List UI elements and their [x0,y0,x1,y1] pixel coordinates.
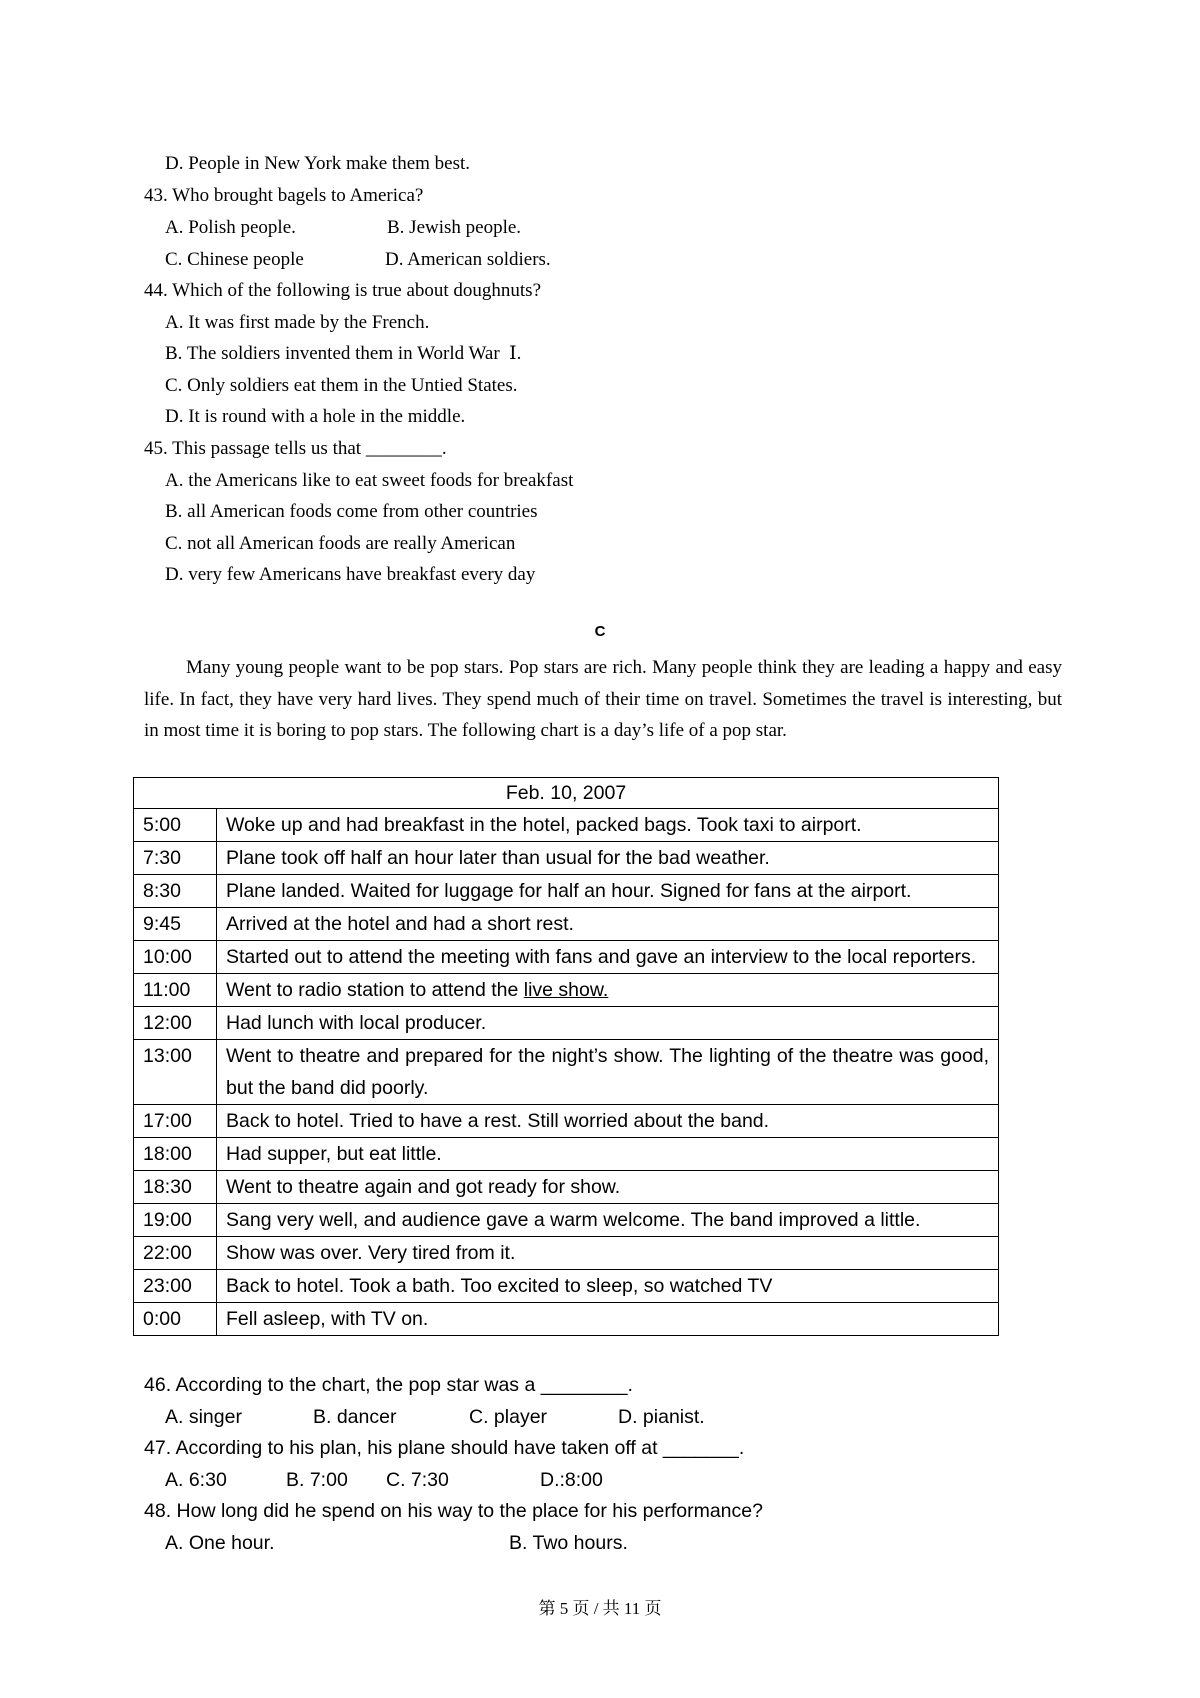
row-event: Started out to attend the meeting with fans and gave an interview to the local reporters. [217,941,999,974]
row-event: Went to theatre and prepared for the night’s show. The lighting of the theatre was good, but the band did poorly. [217,1040,999,1105]
row-time: 17:00 [134,1105,217,1138]
row-event [217,974,999,1007]
row-event: Back to hotel. Tried to have a rest. Still worried about the band. [217,1105,999,1138]
table-row [134,1237,999,1270]
row-time: 19:00 [134,1204,217,1237]
section-heading: C [594,623,606,640]
q44-option-b: B. The soldiers invented them in World War Ⅰ. [165,343,522,364]
row-event: Had supper, but eat little. [217,1138,999,1171]
row-time: 23:00 [134,1270,217,1303]
underlined-term: live show. [523,979,609,1001]
q42-option-d: D. People in New York make them best. [165,153,471,174]
q46-option-b: B. dancer [313,1406,397,1428]
q45-option-a: A. the Americans like to eat sweet foods for breakfast [165,470,574,491]
row-time: 10:00 [134,941,217,974]
row-time: 18:30 [134,1171,217,1204]
q48-question: 48. How long did he spend on his way to the place for his performance? [144,1500,763,1522]
q47-option-a: A. 6:30 [165,1469,227,1491]
row-event: Had lunch with local producer. [217,1007,999,1040]
row-time: 18:00 [134,1138,217,1171]
q43-option-a: A. Polish people. [165,217,296,238]
q45-option-c: C. not all American foods are really American [165,533,516,554]
row-event-text: Went to radio station to attend the [226,979,524,1001]
table-row [134,908,999,941]
q43-options-row-2 [0,249,1200,271]
q44-option-c: C. Only soldiers eat them in the Untied States. [165,375,518,396]
table-row [134,1270,999,1303]
q44-question: 44. Which of the following is true about doughnuts? [144,280,542,301]
row-event: Back to hotel. Took a bath. Too excited to sleep, so watched TV [217,1270,999,1303]
q48-option-b: B. Two hours. [509,1532,628,1554]
table-row [134,941,999,974]
reading-passage: Many young people want to be pop stars. Pop stars are rich. Many people think they are leading a happy and easy life. In fact, they have very hard lives. They spend much of their time on travel. Sometimes the travel is interesting, but in most time it is boring to pop stars. The following chart is a day’s life of a pop star. [144,657,1062,742]
row-time: 9:45 [134,908,217,941]
row-time: 7:30 [134,842,217,875]
page-footer: 第 5 页 / 共 11 页 [538,1599,662,1618]
row-event: Arrived at the hotel and had a short rest. [217,908,999,941]
row-event: Show was over. Very tired from it. [217,1237,999,1270]
table-row [134,1171,999,1204]
q46-question: 46. According to the chart, the pop star was a ________. [144,1374,633,1396]
row-event: Fell asleep, with TV on. [217,1303,999,1336]
table-row [134,809,999,842]
q45-question: 45. This passage tells us that ________. [144,438,447,459]
q43-question: 43. Who brought bagels to America? [144,185,424,206]
q47-option-b: B. 7:00 [286,1469,348,1491]
table-row [134,1138,999,1171]
row-time: 0:00 [134,1303,217,1336]
schedule-table [133,777,999,1336]
table-row [134,1105,999,1138]
q45-option-b: B. all American foods come from other countries [165,501,538,522]
q46-option-c: C. player [469,1406,548,1428]
q47-option-d: D.:8:00 [540,1469,603,1491]
schedule-header-row [134,778,999,809]
row-event: Plane landed. Waited for luggage for half an hour. Signed for fans at the airport. [217,875,999,908]
q43-option-d: D. American soldiers. [385,249,551,270]
table-row [134,1204,999,1237]
table-row [134,1303,999,1336]
q46-option-a: A. singer [165,1406,242,1428]
schedule-date: Feb. 10, 2007 [134,778,999,809]
q47-question: 47. According to his plan, his plane should have taken off at _______. [144,1437,745,1459]
table-row [134,1040,999,1105]
q48-options-row [0,1532,1200,1554]
q47-option-c: C. 7:30 [386,1469,449,1491]
row-time: 5:00 [134,809,217,842]
row-event: Sang very well, and audience gave a warm welcome. The band improved a little. [217,1204,999,1237]
q43-option-b: B. Jewish people. [387,217,522,238]
q47-options-row [0,1469,1200,1491]
row-time: 22:00 [134,1237,217,1270]
q46-option-d: D. pianist. [618,1406,705,1428]
row-event: Went to theatre again and got ready for show. [217,1171,999,1204]
q44-option-a: A. It was first made by the French. [165,312,430,333]
row-time: 13:00 [134,1040,217,1105]
row-event: Woke up and had breakfast in the hotel, packed bags. Took taxi to airport. [217,809,999,842]
q43-options-row-1 [0,217,1200,239]
row-time: 11:00 [134,974,217,1007]
q48-option-a: A. One hour. [165,1532,275,1554]
table-row [134,842,999,875]
q43-option-c: C. Chinese people [165,249,304,270]
table-row [134,1007,999,1040]
q45-option-d: D. very few Americans have breakfast every day [165,564,536,585]
row-time: 12:00 [134,1007,217,1040]
table-row [134,875,999,908]
row-event: Plane took off half an hour later than usual for the bad weather. [217,842,999,875]
table-row [134,974,999,1007]
row-time: 8:30 [134,875,217,908]
q44-option-d: D. It is round with a hole in the middle. [165,406,466,427]
q46-options-row [0,1406,1200,1428]
